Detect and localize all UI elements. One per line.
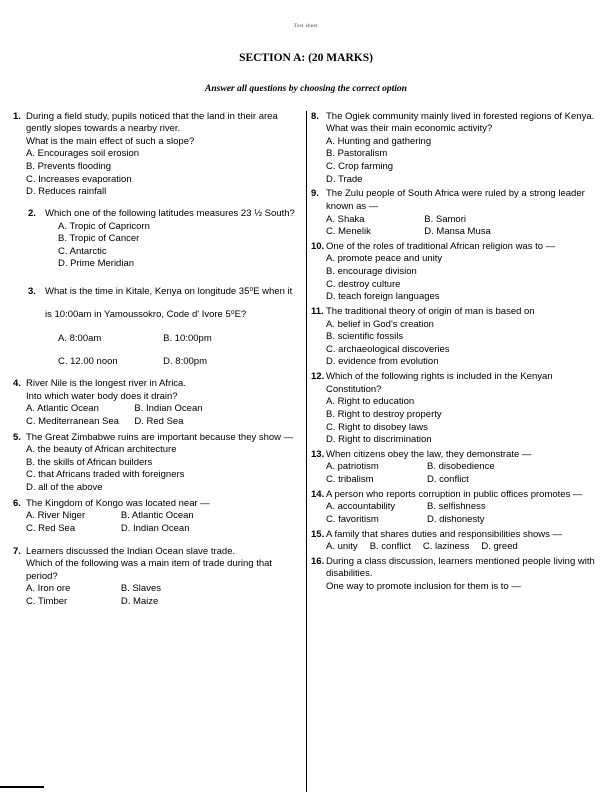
option-item: D. Right to discrimination bbox=[326, 434, 432, 446]
question-text-line: The Ogiek community mainly lived in forested regions of Kenya. bbox=[326, 110, 595, 122]
option-item: A. patriotism bbox=[326, 461, 379, 473]
question-body bbox=[326, 556, 599, 594]
question-item bbox=[311, 556, 599, 594]
option-item: A. Shaka bbox=[326, 213, 365, 225]
option-item: A. Tropic of Capricorn bbox=[58, 220, 150, 232]
question-body bbox=[26, 432, 297, 495]
option-item: C. Mediterranean Sea bbox=[26, 415, 119, 427]
option-item: C. Increases evaporation bbox=[26, 173, 132, 185]
question-item bbox=[311, 188, 599, 239]
option-item: A. the beauty of African architecture bbox=[26, 444, 177, 456]
question-item bbox=[28, 280, 297, 373]
question-number: 12. bbox=[311, 371, 325, 383]
option-item: A. Iron ore bbox=[26, 583, 71, 595]
question-body bbox=[326, 306, 599, 369]
question-number: 9. bbox=[311, 188, 319, 200]
question-item bbox=[13, 498, 297, 536]
option-item: B. Tropic of Cancer bbox=[58, 233, 140, 245]
option-item: B. selfishness bbox=[427, 501, 486, 513]
option-item: A. belief in God's creation bbox=[326, 318, 434, 330]
option-item: B. Right to destroy property bbox=[326, 408, 442, 420]
option-item: A. Hunting and gathering bbox=[326, 135, 432, 147]
question-item bbox=[311, 371, 599, 447]
option-item: B. Pastoralism bbox=[326, 148, 388, 160]
question-text-line: The Kingdom of Kongo was located near — bbox=[26, 497, 210, 509]
question-item bbox=[13, 546, 297, 609]
question-body bbox=[326, 111, 599, 187]
option-item: A. Encourages soil erosion bbox=[26, 148, 140, 160]
question-text-line: The Great Zimbabwe ruins are important because they show — bbox=[26, 431, 294, 443]
options-stack bbox=[326, 396, 599, 447]
question-text-line: Which of the following rights is included in the Kenyan Constitution? bbox=[326, 371, 553, 395]
option-item: D. teach foreign languages bbox=[326, 291, 440, 303]
options-stack bbox=[58, 221, 297, 272]
option-item: A. promote peace and unity bbox=[326, 253, 443, 265]
right-column bbox=[306, 111, 599, 792]
question-text-line: River Nile is the longest river in Africa. bbox=[26, 378, 186, 390]
option-item: B. scientific fossils bbox=[326, 331, 404, 343]
question-number: 10. bbox=[311, 240, 325, 252]
options-stack bbox=[26, 444, 297, 495]
options-stack bbox=[326, 319, 599, 370]
question-number: 11. bbox=[311, 305, 324, 317]
option-item: C. Timber bbox=[26, 596, 68, 608]
question-body bbox=[45, 280, 297, 373]
question-text-line: One way to promote inclusion for them is to — bbox=[326, 581, 521, 593]
option-item: D. Mansa Musa bbox=[424, 226, 491, 238]
option-item: B. Indian Ocean bbox=[134, 403, 203, 415]
question-text-line: During a field study, pupils noticed that the land in their area gently slopes towards a nearby river. bbox=[26, 110, 278, 135]
options-grid bbox=[326, 461, 599, 486]
question-number: 4. bbox=[13, 378, 21, 390]
question-number: 1. bbox=[13, 110, 21, 122]
question-text-line: Which one of the following latitudes measures 23 ½ South? bbox=[45, 207, 295, 219]
question-item bbox=[311, 529, 599, 554]
section-title: SECTION A: (20 MARKS) bbox=[239, 51, 373, 64]
option-item: A. Right to education bbox=[326, 396, 415, 408]
option-item: C. 12.00 noon bbox=[58, 355, 118, 367]
question-text-line: During a class discussion, learners mentioned people living with disabilities. bbox=[326, 555, 595, 580]
question-item bbox=[13, 378, 297, 429]
option-item: C. that Africans traded with foreigners bbox=[26, 469, 185, 481]
question-body bbox=[26, 546, 297, 609]
option-item: B. Prevents flooding bbox=[26, 161, 112, 173]
option-item: A. River Niger bbox=[26, 510, 86, 522]
option-item: C. destroy culture bbox=[326, 278, 401, 290]
question-item bbox=[13, 432, 297, 495]
option-item: C. favoritism bbox=[326, 513, 379, 525]
option-item: D. all of the above bbox=[26, 482, 103, 494]
section-instruction: Answer all questions by choosing the correct option bbox=[205, 83, 407, 94]
option-item: C. Right to disobey laws bbox=[326, 421, 428, 433]
option-item: B. Samori bbox=[424, 213, 466, 225]
option-item: D. Prime Meridian bbox=[58, 258, 135, 270]
option-item: B. encourage division bbox=[326, 266, 417, 278]
question-item bbox=[311, 241, 599, 304]
bottom-left-rule bbox=[0, 786, 44, 788]
option-item: B. Atlantic Ocean bbox=[120, 510, 194, 522]
options-inline bbox=[326, 541, 599, 554]
question-item bbox=[311, 111, 599, 187]
option-item: B. the skills of African builders bbox=[26, 456, 153, 468]
question-number: 8. bbox=[311, 110, 319, 122]
question-number: 15. bbox=[311, 528, 325, 540]
question-item bbox=[311, 489, 599, 527]
option-item: D. 8:00pm bbox=[163, 355, 207, 367]
question-text-line: When citizens obey the law, they demonstrate — bbox=[326, 448, 532, 460]
question-number: 5. bbox=[13, 431, 21, 443]
option-item: C. archaeological discoveries bbox=[326, 343, 450, 355]
question-item bbox=[311, 306, 599, 369]
question-text-line: The traditional theory of origin of man is based on bbox=[326, 305, 535, 317]
option-item: D. dishonesty bbox=[427, 513, 485, 525]
option-item: B. disobedience bbox=[427, 461, 495, 473]
left-column bbox=[13, 111, 306, 792]
options-stack bbox=[26, 148, 297, 199]
option-item: A. unity bbox=[326, 541, 358, 553]
question-number: 13. bbox=[311, 448, 325, 460]
page-header-tiny-text: Test sheet bbox=[294, 24, 318, 29]
question-text-line: One of the roles of traditional African religion was to — bbox=[326, 240, 556, 252]
option-item: D. evidence from evolution bbox=[326, 356, 439, 368]
question-body bbox=[326, 529, 599, 554]
option-item: D. Reduces rainfall bbox=[26, 186, 107, 198]
option-item: D. Trade bbox=[326, 173, 363, 185]
option-item: C. tribalism bbox=[326, 474, 374, 486]
question-number: 7. bbox=[13, 545, 21, 557]
option-item: A. accountability bbox=[326, 501, 396, 513]
question-body bbox=[326, 449, 599, 487]
question-number: 14. bbox=[311, 488, 325, 500]
option-item: C. Crop farming bbox=[326, 161, 394, 173]
question-text-line: Which of the following was a main item of trade during that period? bbox=[26, 558, 273, 582]
question-body bbox=[26, 378, 297, 429]
options-stack bbox=[326, 136, 599, 187]
question-text-line: What was their main economic activity? bbox=[326, 123, 493, 135]
question-item bbox=[13, 111, 297, 199]
question-body bbox=[326, 489, 599, 527]
option-item: B. Slaves bbox=[120, 583, 161, 595]
options-grid bbox=[326, 501, 599, 526]
question-body bbox=[326, 188, 599, 239]
question-body bbox=[326, 371, 599, 447]
question-number: 6. bbox=[13, 497, 21, 509]
questions-columns bbox=[13, 111, 599, 792]
question-number: 2. bbox=[28, 207, 36, 219]
option-item: A. Atlantic Ocean bbox=[26, 403, 99, 415]
option-item: D. Maize bbox=[120, 596, 159, 608]
options-grid bbox=[26, 583, 297, 608]
option-item: B. conflict bbox=[369, 541, 411, 553]
question-item bbox=[28, 208, 297, 271]
option-item: B. 10:00pm bbox=[163, 332, 212, 344]
option-item: C. Menelik bbox=[326, 226, 371, 238]
question-text-line: A person who reports corruption in public offices promotes — bbox=[326, 488, 583, 500]
question-body bbox=[26, 498, 297, 536]
question-text-line: What is the main effect of such a slope? bbox=[26, 135, 195, 147]
options-grid bbox=[58, 327, 297, 374]
option-item: D. greed bbox=[481, 541, 518, 553]
options-grid bbox=[26, 403, 297, 428]
option-item: A. 8:00am bbox=[58, 332, 102, 344]
question-text-line: Learners discussed the Indian Ocean slave trade. bbox=[26, 545, 236, 557]
option-item: D. Indian Ocean bbox=[120, 522, 190, 534]
question-number: 16. bbox=[311, 555, 325, 567]
option-item: D. conflict bbox=[427, 474, 469, 486]
question-text-line: A family that shares duties and responsibilities shows — bbox=[326, 528, 563, 540]
option-item: D. Red Sea bbox=[134, 415, 184, 427]
question-text-line: The Zulu people of South Africa were ruled by a strong leader known as — bbox=[326, 188, 585, 212]
option-item: C. Antarctic bbox=[58, 245, 107, 257]
question-body bbox=[26, 111, 297, 199]
options-stack bbox=[326, 253, 599, 304]
options-grid bbox=[326, 214, 599, 239]
question-body bbox=[326, 241, 599, 304]
question-text-line: Into which water body does it drain? bbox=[26, 390, 178, 402]
question-item bbox=[311, 449, 599, 487]
question-number: 3. bbox=[28, 286, 36, 298]
question-text-line: What is the time in Kitale, Kenya on longitude 35⁰E when it is 10:00am in Yamoussokro, Code d' Ivore 5⁰E? bbox=[45, 286, 293, 321]
option-item: C. laziness bbox=[422, 541, 470, 553]
options-grid bbox=[26, 510, 297, 535]
option-item: C. Red Sea bbox=[26, 522, 76, 534]
question-body bbox=[45, 208, 297, 271]
